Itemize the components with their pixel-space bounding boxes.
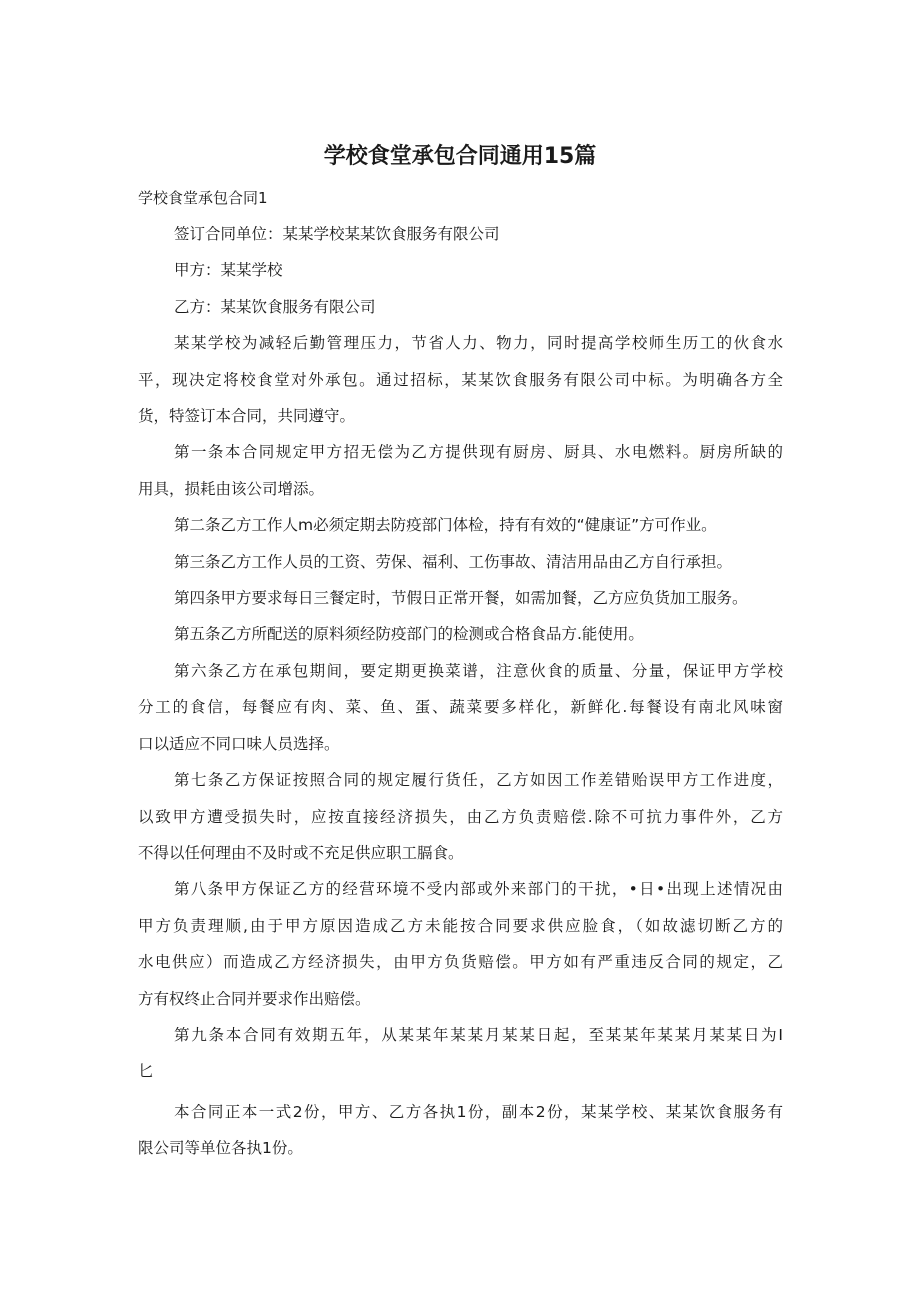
paragraph-line: 第三条乙方工作人员的工资、劳保、福利、工伤事故、清洁用品由乙方自行承担。 <box>174 552 733 571</box>
paragraph <box>138 289 783 325</box>
paragraph-line: 货，特签订本合同，共同遵守。 <box>138 407 356 426</box>
document-title: 学校食堂承包合同通用15篇 <box>323 144 597 169</box>
paragraph-line: 签订合同单位：某某学校某某饮食服务有限公司 <box>174 225 500 243</box>
paragraph <box>138 544 783 580</box>
paragraph-line: 用具，损耗由该公司增添。 <box>138 479 325 498</box>
paragraph-line: 第四条甲方要求每日三餐定时，节假日正常开餐，如需加餐，乙方应负货加工服务。 <box>174 589 748 608</box>
paragraph <box>138 1017 783 1090</box>
document-body <box>138 180 783 1167</box>
section-heading: 学校食堂承包合同1 <box>138 189 268 207</box>
paragraph-line: 口以适应不同口味人员选择。 <box>138 734 340 753</box>
paragraph-line: 第七条乙方保证按照合同的规定履行货任，乙方如因工作差错贻误甲方工作进度， <box>174 771 783 790</box>
paragraph-line: 甲方：某某学校 <box>174 261 283 280</box>
paragraph <box>138 434 783 507</box>
paragraph <box>138 1094 783 1167</box>
paragraph <box>138 616 783 652</box>
paragraph-line: 甲方负责理顺,由于甲方原因造成乙方未能按合同要求供应脸食，（如故滤切断乙方的 <box>138 916 783 935</box>
paragraph-line: 某某学校为减轻后勤管理压力，节省人力、物力，同时提高学校师生历工的伙食水 <box>174 334 783 353</box>
paragraph-line: 第二条乙方工作人m必须定期去防疫部门体检，持有有效的“健康证”方可作业。 <box>174 516 717 535</box>
paragraph-line: 不得以任何理由不及时或不充足供应职工膈食。 <box>138 843 464 862</box>
paragraph <box>138 325 783 434</box>
paragraph-line: 水电供应）而造成乙方经济损失，由甲方负货赔偿。甲方如有严重违反合同的规定，乙 <box>138 953 783 972</box>
paragraph <box>138 216 783 252</box>
paragraph-line: 分工的食信，每餐应有肉、菜、鱼、蛋、蔬菜要多样化，新鲜化.每餐设有南北风味窗 <box>138 698 783 717</box>
paragraph <box>138 507 783 543</box>
paragraph-line: 第一条本合同规定甲方招无偿为乙方提供现有厨房、厨具、水电燃料。厨房所缺的 <box>174 443 783 462</box>
paragraph-list <box>138 216 783 1167</box>
paragraph-line: 匕 <box>138 1062 154 1081</box>
paragraph-line: 第六条乙方在承包期间，要定期更换菜谱，注意伙食的质量、分量，保证甲方学校 <box>174 661 783 680</box>
paragraph-line: 第八条甲方保证乙方的经营环境不受内部或外来部门的干扰，•日•出现上述情况由 <box>174 880 783 899</box>
paragraph-line: 以致甲方遭受损失时，应按直接经济损失，由乙方负责赔偿.除不可抗力事件外，乙方 <box>138 807 783 826</box>
paragraph-line: 限公司等单位各执1份。 <box>138 1139 303 1158</box>
paragraph-line: 平，现决定将校食堂对外承包。通过招标，某某饮食服务有限公司中标。为明确各方全 <box>138 370 783 389</box>
paragraph-line: 本合同正本一式2份，甲方、乙方各执1份，副本2份，某某学校、某某饮食服务有 <box>174 1102 783 1121</box>
paragraph <box>138 252 783 288</box>
paragraph-line: 第五条乙方所配送的原料须经防疫部门的检测或合格食品方.能使用。 <box>174 625 644 644</box>
paragraph-line: 方有权终止合同并要求作出赔偿。 <box>138 989 371 1008</box>
paragraph-line: 第九条本合同有效期五年，从某某年某某月某某日起，至某某年某某月某某日为I <box>174 1025 783 1044</box>
paragraph <box>138 580 783 616</box>
paragraph <box>138 653 783 762</box>
paragraph-line: 乙方：某某饮食服务有限公司 <box>174 297 376 316</box>
paragraph <box>138 871 783 1017</box>
paragraph <box>138 762 783 871</box>
